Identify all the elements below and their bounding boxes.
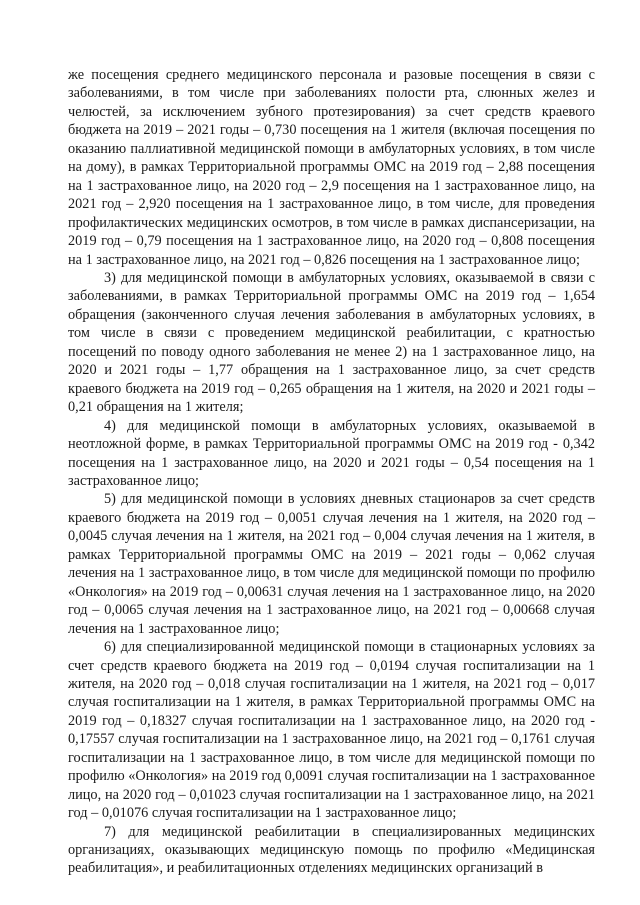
paragraph-item-7: 7) для медицинской реабилитации в специализированных медицинских организациях, оказывающих медицинскую помощь по профилю «Медицинская реабилитация», и реабилитационных отделениях медицинских организаций в <box>68 823 595 877</box>
paragraph-item-5: 5) для медицинской помощи в условиях дневных стационаров за счет средств краевого бюджета на 2019 год – 0,0051 случая лечения на 1 жителя, на 2020 год – 0,0045 случая лечения на 1 жителя, на 2021 год – 0,004 случая лечения на 1 жителя, в рамках Территориальной программы ОМС на 2019 – 2021 годы – 0,062 случая лечения на 1 застрахованное лицо, в том числе для медицинской помощи по профилю «Онкология» на 2019 год – 0,00631 случая лечения на 1 застрахованное лицо, на 2020 год – 0,0065 случая лечения на 1 застрахованное лицо, на 2021 год – 0,00668 случая лечения на 1 застрахованное лицо; <box>68 491 595 637</box>
paragraph-continuation: же посещения среднего медицинского персонала и разовые посещения в связи с заболеваниями, в том числе при заболеваниях полости рта, слюнных желез и челюстей, за исключением зубного протезирования) за счет средств краевого бюджета на 2019 – 2021 годы – 0,730 посещения на 1 жителя (включая посещения по оказанию паллиативной медицинской помощи в амбулаторных условиях, в том числе на дому), в рамках Территориальной программы ОМС на 2019 год – 2,88 посещения на 1 застрахованное лицо, на 2020 год – 2,9 посещения на 1 застрахованное лицо, на 2021 год – 2,920 посещения на 1 застрахованное лицо, в том числе, для проведения профилактических медицинских осмотров, в том числе в рамках диспансеризации, на 2019 год – 0,79 посещения на 1 застрахованное лицо, на 2020 год – 0,808 посещения на 1 застрахованное лицо, на 2021 год – 0,826 посещения на 1 застрахованное лицо; <box>68 67 595 268</box>
paragraph-item-4: 4) для медицинской помощи в амбулаторных условиях, оказываемой в неотложной форме, в рамках Территориальной программы ОМС на 2019 год - 0,342 посещения на 1 застрахованное лицо, на 2020 и 2021 годы – 0,54 посещения на 1 застрахованное лицо; <box>68 417 595 489</box>
document-page <box>68 66 595 878</box>
paragraph-item-6: 6) для специализированной медицинской помощи в стационарных условиях за счет средств краевого бюджета на 2019 год – 0,0194 случая госпитализации на 1 жителя, на 2020 год – 0,018 случая госпитализации на 1 жителя, на 2021 год – 0,017 случая госпитализации на 1 жителя, в рамках Территориальной программы ОМС на 2019 год – 0,18327 случая госпитализации на 1 застрахованное лицо, на 2020 год - 0,17557 случая госпитализации на 1 застрахованное лицо, на 2021 год – 0,1761 случая госпитализации на 1 застрахованное лицо, в том числе для медицинской помощи по профилю «Онкология» на 2019 год 0,0091 случая госпитализации на 1 застрахованное лицо, на 2020 год – 0,01023 случая госпитализации на 1 застрахованное лицо, на 2021 год – 0,01076 случая госпитализации на 1 застрахованное лицо; <box>68 639 595 822</box>
paragraph-item-3: 3) для медицинской помощи в амбулаторных условиях, оказываемой в связи с заболеваниями, в рамках Территориальной программы ОМС на 2019 год – 1,654 обращения (законченного случая лечения заболевания в амбулаторных условиях, в том числе в связи с проведением медицинской реабилитации, с кратностью посещений по поводу одного заболевания не менее 2) на 1 застрахованное лицо, на 2020 и 2021 годы – 1,77 обращения на 1 застрахованное лицо, за счет средств краевого бюджета на 2019 год – 0,265 обращения на 1 жителя, на 2020 и 2021 годы – 0,21 обращения на 1 жителя; <box>68 269 595 416</box>
